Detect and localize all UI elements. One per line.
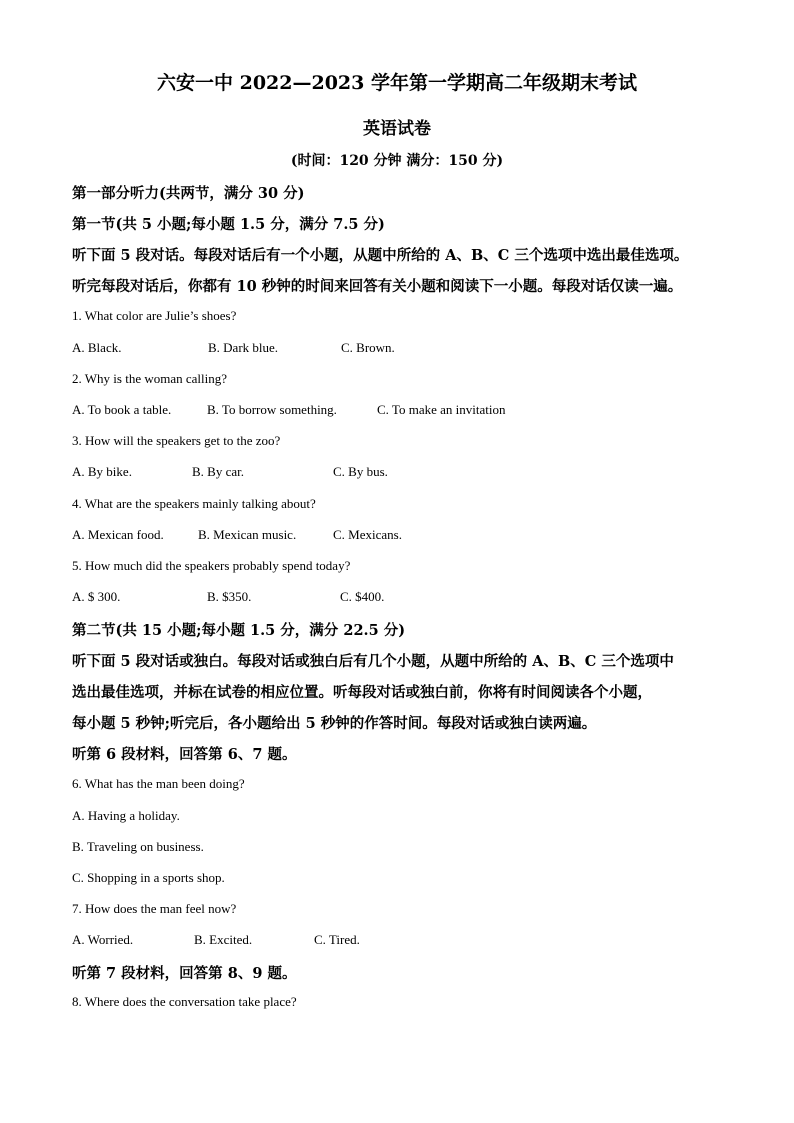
question-5: 5. How much did the speakers probably spend today? xyxy=(72,558,351,573)
question-2-options xyxy=(72,402,722,420)
question-7: 7. How does the man feel now? xyxy=(72,901,237,916)
section2-heading: 第二节(共 15 小题;每小题 1.5 分，满分 22.5 分) xyxy=(72,622,406,639)
option-c: C. Brown. xyxy=(341,340,395,355)
section2-instruction-line: 听下面 5 段对话或独白。每段对话或独白后有几个小题，从题中所给的 A、B、C 三个选项中 xyxy=(72,653,674,670)
option-c: C. By bus. xyxy=(333,464,388,479)
option-b: B. Excited. xyxy=(194,932,253,947)
option-b: B. By car. xyxy=(192,464,244,479)
section1-instruction-line: 听完每段对话后，你都有 10 秒钟的时间来回答有关小题和阅读下一小题。每段对话仅读一遍。 xyxy=(72,278,683,295)
option-b: B. Mexican music. xyxy=(198,527,297,542)
exam-subject: 英语试卷 xyxy=(363,119,431,139)
question-1: 1. What color are Julie’s shoes? xyxy=(72,308,237,323)
section2-instruction-line: 每小题 5 秒钟;听完后，各小题给出 5 秒钟的作答时间。每段对话或独白读两遍。 xyxy=(72,715,597,732)
question-3-options xyxy=(72,464,722,482)
option-a: A. $ 300. xyxy=(72,589,121,604)
section1-heading: 第一节(共 5 小题;每小题 1.5 分，满分 7.5 分) xyxy=(72,216,385,233)
question-2: 2. Why is the woman calling? xyxy=(72,371,228,386)
question-6-option-c: C. Shopping in a sports shop. xyxy=(72,870,225,885)
question-6: 6. What has the man been doing? xyxy=(72,776,245,791)
question-3: 3. How will the speakers get to the zoo? xyxy=(72,433,281,448)
option-a: A. To book a table. xyxy=(72,402,172,417)
material-6-heading: 听第 6 段材料，回答第 6、7 题。 xyxy=(72,746,297,763)
exam-title: 六安一中 2022—2023 学年第一学期高二年级期末考试 xyxy=(157,72,637,94)
option-b: B. Dark blue. xyxy=(208,340,279,355)
question-7-options xyxy=(72,932,722,950)
question-8: 8. Where does the conversation take place? xyxy=(72,994,297,1009)
question-4-options xyxy=(72,527,722,545)
option-a: A. Black. xyxy=(72,340,122,355)
part1-heading: 第一部分听力(共两节，满分 30 分) xyxy=(72,185,305,202)
option-c: C. Tired. xyxy=(314,932,360,947)
question-5-options xyxy=(72,589,722,607)
option-a: A. By bike. xyxy=(72,464,132,479)
question-4: 4. What are the speakers mainly talking about? xyxy=(72,496,316,511)
question-1-options xyxy=(72,340,722,358)
section1-instruction-line: 听下面 5 段对话。每段对话后有一个小题，从题中所给的 A、B、C 三个选项中选出最佳选项。 xyxy=(72,247,689,264)
option-b: B. $350. xyxy=(207,589,252,604)
question-6-option-a: A. Having a holiday. xyxy=(72,808,180,823)
option-c: C. Mexicans. xyxy=(333,527,402,542)
option-b: B. To borrow something. xyxy=(207,402,337,417)
option-a: A. Mexican food. xyxy=(72,527,164,542)
exam-time-info: (时间：120 分钟 满分：150 分) xyxy=(290,153,504,169)
section2-instruction-line: 选出最佳选项，并标在试卷的相应位置。听每段对话或独白前，你将有时间阅读各个小题， xyxy=(72,684,652,701)
option-c: C. $400. xyxy=(340,589,385,604)
option-a: A. Worried. xyxy=(72,932,134,947)
option-c: C. To make an invitation xyxy=(377,402,506,417)
question-6-option-b: B. Traveling on business. xyxy=(72,839,204,854)
material-7-heading: 听第 7 段材料，回答第 8、9 题。 xyxy=(72,965,297,982)
